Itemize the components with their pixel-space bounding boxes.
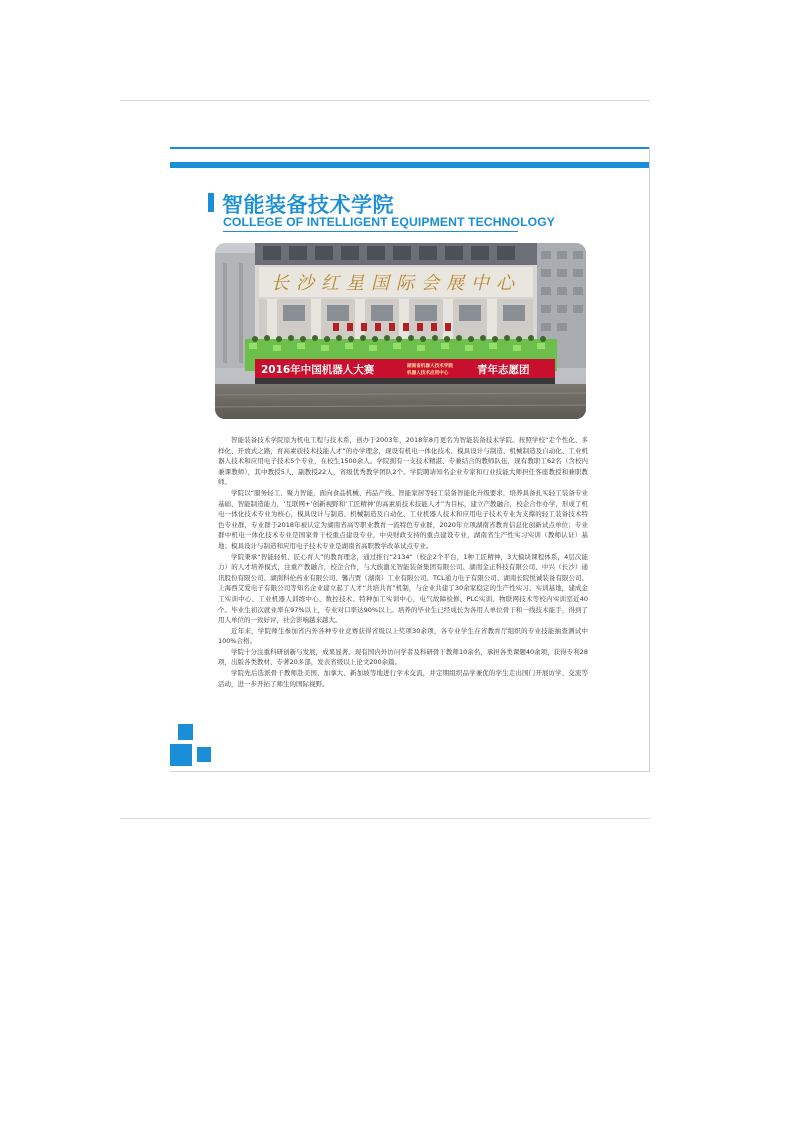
body-text: [218, 435, 588, 689]
page-title-en: COLLEGE OF INTELLIGENT EQUIPMENT TECHNOLOGY: [223, 215, 556, 229]
paragraph: 学院以“服务轻工、聚力智能，面向食品机械、药品产线、智能家居等轻工装备智能化升级要求，培养具备扎实轻工装备专业基础、智能制造能力，‘互联网+’创新视野和‘工匠精神’的高素质技术技能人才”为目标，建立产教融合，校企合作办学，形成了机电一体化技术专业为核心，模具设计与制造、机械制造及自动化、工业机器人技术和应用电子技术专业为支撑的轻工装备技术特色专业群，专业群于2018年被认定为湖南省高等职业教育一流特色专业群，2020年立项湖南省教育信息化创新试点单位；专业群中机电一体化技术专业是国家骨干校重点建设专业，中央财政支持的重点建设专业，湖南省生产性实习实训（教师认证）基地；模具设计与制造和应用电子技术专业是湖南省高职教学改革试点专业。: [218, 488, 588, 550]
paragraph: 学院先后选派骨干教师赴美国、加拿大、新加坡等地进行学术交流，并定期组织品学兼优的学生走出国门开展访学、交流等活动，进一步开拓了师生的国际视野。: [218, 669, 588, 688]
photo-banner-right: 青年志愿团: [477, 364, 530, 376]
decor-square: [178, 724, 193, 740]
page-bottom-rule: [120, 818, 650, 819]
decor-square: [170, 744, 192, 766]
header-thin-bar: [170, 147, 649, 149]
page-title-cn: 智能装备技术学院: [222, 193, 394, 217]
page-card: [170, 147, 650, 772]
page-top-rule: [120, 100, 650, 101]
photo-banner-left: 2016年中国机器人大赛: [261, 364, 375, 376]
paragraph: 学院秉承“智能轻机、匠心育人”的教育理念，通过推行“2134”（校企2个平台，1种工匠精神，3大模块课程体系，4层次能力）的人才培养模式，注重产教融合，校企合作，与大族激光智能装备集团有限公司、湖南金正科技有限公司、中兴（长沙）通讯股份有限公司、湖南科伦药业有限公司、馨吉贾（湖南）工业有限公司、TCL通力电子有限公司、湖南长院悦诚装备有限公司、上海西艾爱电子有限公司等知名企业建立起了人才“共培共育”机制，与企业共建了30余家稳定的生产性实习、实训基地，建成金工实训中心、工业机器人训练中心、数控技术、特种加工实训中心，电气故障检修、PLC实训、物联网技术等校内实训室近40个。毕业生初次就业率在97%以上，专业对口率达90%以上。培养的毕业生已经成长为各用人单位骨干和一线技术能手，得到了用人单位的一致好评，社会影响越来越大。: [218, 552, 588, 625]
photo-banner-middle-1: 湖南省机器人技术学院: [407, 364, 453, 369]
title-accent-mark: [208, 193, 214, 212]
decor-square: [197, 747, 211, 762]
building-sign-text: 长沙红星国际会展中心: [271, 273, 521, 294]
paragraph: 学院十分注重科研创新与发展，成果显著。现有国内外访问学者及科研骨干教师10余名，承担各类课题40余项，获得专利28项，出版各类教材、专著20多部，发表省级以上论文200余篇。: [218, 647, 588, 667]
paragraph: 近年来，学院师生参加省内外各种专业竞赛获得省级以上奖项30余项，各专业学生在省教育厅组织的专业技能抽查测试中100%合格。: [218, 626, 588, 646]
header-thick-bar: [170, 162, 649, 168]
group-photo: [215, 243, 586, 419]
photo-banner-middle-2: 机器人技术应用中心: [407, 371, 449, 376]
title-underline: [223, 231, 518, 232]
paragraph: 智能装备技术学院原为机电工程与技术系，创办于2003年，2018年8月更名为智能装备技术学院。按照学校“走个性化、多样化、开放式之路，育高素质技术技能人才”的办学理念，现设有机电一体化技术、模具设计与制造、机械制造及自动化、工业机器人技术和应用电子技术5个专业，在校生1500余人。学院拥有一支技术精湛、专兼结合的教师队伍，现有教职工62名（含校内兼课教师），其中教授5人，副教授22人，省级优秀教学团队2个。学院聘请知名企业专家和行业技能大师担任客座教授和兼职教师。: [218, 436, 588, 487]
